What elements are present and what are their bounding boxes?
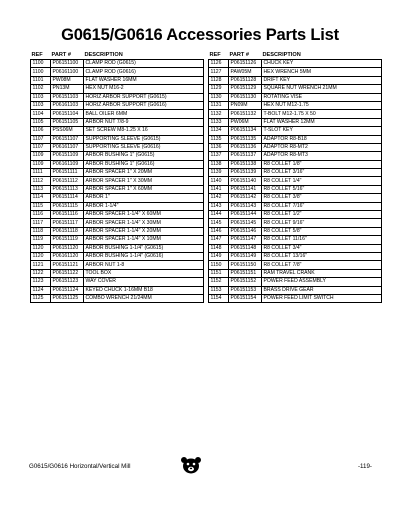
cell-ref: 1106 (31, 127, 51, 135)
table-row (209, 101, 382, 109)
cell-ref: 1109 (31, 152, 51, 160)
parts-tables (30, 51, 380, 303)
cell-description: ROTATING VISE (262, 93, 382, 101)
cell-description: R8 COLLET 1/2" (262, 211, 382, 219)
cell-description: R8 COLLET 3/4" (262, 244, 382, 252)
cell-description: BRASS DRIVE GEAR (262, 286, 382, 294)
cell-part: P06151119 (51, 236, 84, 244)
cell-description: BALL OILER 6MM (84, 110, 204, 118)
cell-part: P06151111 (51, 169, 84, 177)
table-row (31, 219, 204, 227)
cell-description: SUPPORTING SLEEVE (G0615) (84, 135, 204, 143)
table-row (31, 211, 204, 219)
cell-ref: 1107 (31, 135, 51, 143)
table-row (31, 252, 204, 260)
cell-part: P06151122 (51, 269, 84, 277)
cell-part: P06151145 (229, 219, 262, 227)
cell-part: P06151148 (229, 244, 262, 252)
cell-part: P06151103 (51, 93, 84, 101)
table-header-row (31, 51, 204, 60)
cell-description: ARBOR SPACER 1" X 20MM (84, 169, 204, 177)
cell-part: P06151153 (229, 286, 262, 294)
table-row (31, 93, 204, 101)
cell-description: HEX WRENCH 5MM (262, 68, 382, 76)
table-row (31, 236, 204, 244)
table-row (209, 135, 382, 143)
cell-part: P06151147 (229, 236, 262, 244)
cell-part: PW08M (51, 76, 84, 84)
cell-description: R8 COLLET 9/16" (262, 219, 382, 227)
cell-part: P06151125 (51, 294, 84, 302)
cell-ref: 1111 (31, 169, 51, 177)
table-row (209, 160, 382, 168)
header-description: DESCRIPTION (262, 52, 301, 58)
table-row (31, 185, 204, 193)
cell-description: R8 COLLET 1/8" (262, 160, 382, 168)
cell-ref: 1124 (31, 286, 51, 294)
cell-description: R8 COLLET 11/16" (262, 236, 382, 244)
footer-model-text: G0615/G0616 Horizontal/Vertical Mill (29, 463, 131, 470)
cell-description: HORIZ ARBOR SUPPORT (G0616) (84, 101, 204, 109)
cell-ref: 1123 (31, 278, 51, 286)
table-row (209, 110, 382, 118)
cell-part: P06151140 (229, 177, 262, 185)
cell-part: PSS06M (51, 127, 84, 135)
cell-description: ADAPTOR R8-B18 (262, 135, 382, 143)
cell-description: ADAPTOR R8-MT2 (262, 143, 382, 151)
table-row (31, 110, 204, 118)
cell-description: CHUCK KEY (262, 60, 382, 68)
cell-part: P06161103 (51, 101, 84, 109)
cell-part: P06151126 (229, 60, 262, 68)
cell-ref: 1107 (31, 143, 51, 151)
cell-ref: 1103 (31, 101, 51, 109)
cell-part: P06151152 (229, 278, 262, 286)
cell-part: P06151135 (229, 135, 262, 143)
cell-part: P06151105 (51, 118, 84, 126)
cell-description: ARBOR 1" (84, 194, 204, 202)
table-row (31, 244, 204, 252)
cell-description: SET SCREW M8-1.25 X 16 (84, 127, 204, 135)
cell-description: DRIFT KEY (262, 76, 382, 84)
cell-description: ADAPTOR R8-MT3 (262, 152, 382, 160)
cell-description: ARBOR SPACER 1" X 60MM (84, 185, 204, 193)
table-row (209, 269, 382, 277)
cell-description: R8 COLLET 5/16" (262, 185, 382, 193)
cell-ref: 1127 (209, 68, 229, 76)
cell-ref: 1139 (209, 169, 229, 177)
cell-ref: 1126 (209, 60, 229, 68)
table-row (209, 177, 382, 185)
cell-ref: 1114 (31, 194, 51, 202)
cell-ref: 1130 (209, 93, 229, 101)
cell-ref: 1140 (209, 177, 229, 185)
cell-description: R8 COLLET 7/16" (262, 202, 382, 210)
table-row (31, 85, 204, 93)
cell-description: POWER FEED LIMIT SWITCH (262, 294, 382, 302)
cell-part: P06151118 (51, 227, 84, 235)
table-row (31, 286, 204, 294)
parts-table-right-body (209, 60, 382, 303)
cell-ref: 1101 (31, 76, 51, 84)
cell-description: ARBOR NUT 7/8-9 (84, 118, 204, 126)
bear-logo-icon (180, 456, 202, 474)
table-row (209, 244, 382, 252)
cell-description: SQUARE NUT WRENCH 21MM (262, 85, 382, 93)
cell-description: TOOL BOX (84, 269, 204, 277)
cell-ref: 1135 (209, 135, 229, 143)
cell-part: P06151104 (51, 110, 84, 118)
cell-part: P06151114 (51, 194, 84, 202)
cell-ref: 1137 (209, 152, 229, 160)
cell-description: ARBOR SPACER 1" X 30MM (84, 177, 204, 185)
cell-ref: 1120 (31, 244, 51, 252)
table-row (209, 211, 382, 219)
cell-part: P06151124 (51, 286, 84, 294)
cell-ref: 1116 (31, 211, 51, 219)
table-row (209, 194, 382, 202)
cell-ref: 1100 (31, 68, 51, 76)
cell-description: R8 COLLET 13/16" (262, 252, 382, 260)
cell-part: P06151144 (229, 211, 262, 219)
cell-part: P06151117 (51, 219, 84, 227)
cell-part: P06151143 (229, 202, 262, 210)
parts-table-right (208, 51, 382, 303)
cell-ref: 1142 (209, 194, 229, 202)
cell-description: POWER FEED ASSEMBLY (262, 278, 382, 286)
cell-part: P06151154 (229, 294, 262, 302)
cell-ref: 1141 (209, 185, 229, 193)
table-row (209, 169, 382, 177)
table-row (31, 294, 204, 302)
cell-ref: 1117 (31, 219, 51, 227)
cell-ref: 1133 (209, 118, 229, 126)
table-row (209, 286, 382, 294)
cell-ref: 1128 (209, 76, 229, 84)
cell-part: P06151151 (229, 269, 262, 277)
cell-part: P06151130 (229, 93, 262, 101)
cell-ref: 1122 (31, 269, 51, 277)
table-row (209, 261, 382, 269)
table-row (31, 227, 204, 235)
table-row (31, 160, 204, 168)
parts-table-left-body (31, 60, 204, 303)
cell-part: P06151116 (51, 211, 84, 219)
cell-part: P06151107 (51, 135, 84, 143)
cell-ref: 1105 (31, 118, 51, 126)
cell-ref: 1121 (31, 261, 51, 269)
cell-description: R8 COLLET 1/4" (262, 177, 382, 185)
cell-ref: 1143 (209, 202, 229, 210)
header-ref: REF (209, 52, 221, 58)
cell-ref: 1151 (209, 269, 229, 277)
cell-ref: 1131 (209, 101, 229, 109)
cell-part: P06151132 (229, 110, 262, 118)
cell-ref: 1120 (31, 252, 51, 260)
cell-part: P06151150 (229, 261, 262, 269)
cell-description: HEX NUT M12-1.75 (262, 101, 382, 109)
cell-part: P06151139 (229, 169, 262, 177)
cell-ref: 1149 (209, 252, 229, 260)
cell-description: KEYED CHUCK 1-16MM B18 (84, 286, 204, 294)
cell-description: ARBOR SPACER 1-1/4" X 30MM (84, 219, 204, 227)
cell-description: ARBOR SPACER 1-1/4" X 10MM (84, 236, 204, 244)
cell-description: ARBOR BUSHING 1" (G0616) (84, 160, 204, 168)
table-row (209, 68, 382, 76)
cell-part: P06151142 (229, 194, 262, 202)
table-row (209, 278, 382, 286)
table-row (31, 152, 204, 160)
table-row (209, 227, 382, 235)
cell-part: P06151129 (229, 85, 262, 93)
page-title: G0615/G0616 Accessories Parts List (61, 26, 339, 44)
cell-ref: 1102 (31, 85, 51, 93)
table-row (209, 118, 382, 126)
cell-ref: 1100 (31, 60, 51, 68)
cell-description: ARBOR BUSHING 1" (G0615) (84, 152, 204, 160)
cell-part: P06151115 (51, 202, 84, 210)
cell-part: P06151109 (51, 152, 84, 160)
cell-part: P06151112 (51, 177, 84, 185)
table-row (31, 169, 204, 177)
cell-part: P06151128 (229, 76, 262, 84)
cell-part: P06151123 (51, 278, 84, 286)
cell-part: P06161107 (51, 143, 84, 151)
cell-ref: 1104 (31, 110, 51, 118)
table-row (31, 202, 204, 210)
cell-description: HORIZ ARBOR SUPPORT (G0615) (84, 93, 204, 101)
cell-description: ARBOR BUSHING 1-1/4" (G0616) (84, 252, 204, 260)
cell-part: P06151136 (229, 143, 262, 151)
header-part: PART # (229, 52, 249, 58)
cell-ref: 1138 (209, 160, 229, 168)
cell-ref: 1115 (31, 202, 51, 210)
cell-part: P06161120 (51, 252, 84, 260)
header-description: DESCRIPTION (84, 52, 123, 58)
table-row (209, 85, 382, 93)
cell-part: PAW05M (229, 68, 262, 76)
table-row (209, 202, 382, 210)
cell-ref: 1153 (209, 286, 229, 294)
cell-description: SUPPORTING SLEEVE (G0616) (84, 143, 204, 151)
table-row (31, 177, 204, 185)
cell-part: P06161109 (51, 160, 84, 168)
cell-ref: 1146 (209, 227, 229, 235)
cell-ref: 1132 (209, 110, 229, 118)
table-row (209, 219, 382, 227)
table-row (209, 152, 382, 160)
cell-description: T-BOLT M12-1.75 X 50 (262, 110, 382, 118)
cell-part: P06151120 (51, 244, 84, 252)
cell-ref: 1154 (209, 294, 229, 302)
cell-description: ARBOR 1-1/4" (84, 202, 204, 210)
table-row (31, 194, 204, 202)
cell-ref: 1129 (209, 85, 229, 93)
cell-part: P06151113 (51, 185, 84, 193)
cell-part: P06151100 (51, 60, 84, 68)
cell-description: ARBOR SPACER 1-1/4" X 60MM (84, 211, 204, 219)
table-row (31, 76, 204, 84)
table-row (31, 60, 204, 68)
table-row (31, 261, 204, 269)
page-number: -119- (358, 463, 372, 470)
cell-ref: 1118 (31, 227, 51, 235)
cell-ref: 1109 (31, 160, 51, 168)
table-row (31, 68, 204, 76)
cell-ref: 1103 (31, 93, 51, 101)
table-row (209, 294, 382, 302)
table-row (209, 252, 382, 260)
cell-ref: 1150 (209, 261, 229, 269)
table-row (209, 236, 382, 244)
cell-description: COMBO WRENCH 21/24MM (84, 294, 204, 302)
header-ref: REF (31, 52, 43, 58)
cell-ref: 1119 (31, 236, 51, 244)
cell-ref: 1152 (209, 278, 229, 286)
cell-part: PW06M (229, 118, 262, 126)
table-row (31, 127, 204, 135)
cell-description: HEX NUT M16-2 (84, 85, 204, 93)
cell-description: R8 COLLET 3/8" (262, 194, 382, 202)
cell-ref: 1144 (209, 211, 229, 219)
cell-ref: 1145 (209, 219, 229, 227)
cell-description: ARBOR BUSHING 1-1/4" (G0615) (84, 244, 204, 252)
table-row (31, 269, 204, 277)
cell-ref: 1125 (31, 294, 51, 302)
cell-ref: 1112 (31, 177, 51, 185)
cell-description: ARBOR SPACER 1-1/4" X 20MM (84, 227, 204, 235)
table-row (209, 143, 382, 151)
cell-part: P06151141 (229, 185, 262, 193)
cell-description: CLAMP ROD (G0615) (84, 60, 204, 68)
table-row (209, 76, 382, 84)
table-row (209, 185, 382, 193)
table-row (31, 135, 204, 143)
cell-description: R8 COLLET 3/16" (262, 169, 382, 177)
cell-description: WAY COVER (84, 278, 204, 286)
cell-description: FLAT WASHER 16MM (84, 76, 204, 84)
parts-table-left (30, 51, 204, 303)
table-row (209, 93, 382, 101)
cell-description: FLAT WASHER 12MM (262, 118, 382, 126)
cell-ref: 1148 (209, 244, 229, 252)
header-part: PART # (51, 52, 71, 58)
cell-part: P06151134 (229, 127, 262, 135)
cell-part: P06161100 (51, 68, 84, 76)
table-header-row (209, 51, 382, 60)
cell-description: ARBOR NUT 1-8 (84, 261, 204, 269)
cell-part: P06151137 (229, 152, 262, 160)
cell-ref: 1113 (31, 185, 51, 193)
cell-description: RAM TRAVEL CRANK (262, 269, 382, 277)
cell-ref: 1147 (209, 236, 229, 244)
cell-part: P06151138 (229, 160, 262, 168)
cell-part: P06151149 (229, 252, 262, 260)
cell-description: R8 COLLET 5/8" (262, 227, 382, 235)
cell-part: PN09M (229, 101, 262, 109)
cell-part: P06151121 (51, 261, 84, 269)
cell-part: PN13M (51, 85, 84, 93)
table-row (31, 101, 204, 109)
cell-ref: 1134 (209, 127, 229, 135)
cell-description: T-SLOT KEY (262, 127, 382, 135)
cell-part: P06151146 (229, 227, 262, 235)
cell-description: CLAMP ROD (G0616) (84, 68, 204, 76)
table-row (31, 278, 204, 286)
table-row (209, 60, 382, 68)
table-row (31, 118, 204, 126)
cell-ref: 1136 (209, 143, 229, 151)
table-row (31, 143, 204, 151)
table-row (209, 127, 382, 135)
cell-description: R8 COLLET 7/8" (262, 261, 382, 269)
